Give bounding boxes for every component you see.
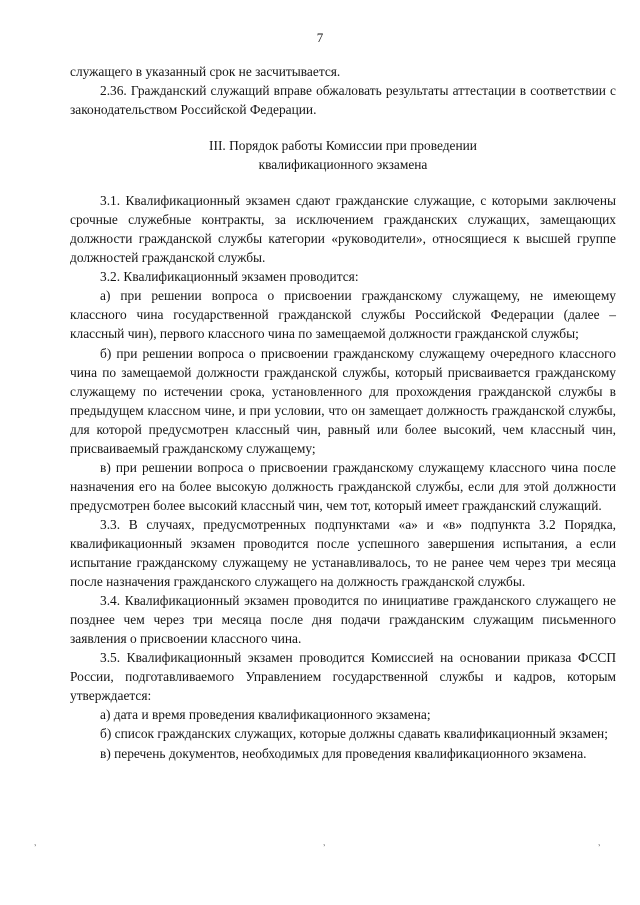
- paragraph-3-5-a: а) дата и время проведения квалификационного экзамена;: [100, 707, 431, 723]
- paragraph-3-2-a: а) при решении вопроса о присвоении гражданскому служащему, не имеющему классного чина государственной гражданской службы Российской Федерации (далее – классный чин), первого классного чина по замещаемой должности гражданской службы;: [70, 288, 616, 342]
- section-heading: [70, 136, 616, 174]
- page-number: 7: [316, 30, 324, 45]
- paragraph-3-2-v: в) при решении вопроса о присвоении гражданскому служащему классного чина после назначения его на более высокую должность гражданской службы, если для этой должности предусмотрен более высокий классный чин, чем тот, который имеет гражданский служащий.: [70, 459, 616, 513]
- scan-mark-right: ʾ: [597, 842, 603, 856]
- paragraph-3-5: 3.5. Квалификационный экзамен проводится Комиссией на основании приказа ФССП России, подготавливаемого Управлением государственной службы и кадров, которым утверждается:: [70, 650, 616, 704]
- paragraph-2-36: 2.36. Гражданский служащий вправе обжаловать результаты аттестации в соответствии с законодательством Российской Федерации.: [70, 83, 616, 118]
- section-title-line-1: III. Порядок работы Комиссии при проведении: [209, 138, 477, 154]
- document-body: [70, 62, 616, 763]
- paragraph-3-3: 3.3. В случаях, предусмотренных подпунктами «а» и «в» подпункта 3.2 Порядка, квалификационный экзамен проводится после успешного завершения испытания, а если испытание гражданскому служащему не устанавливалось, то не ранее чем через три месяца после назначения гражданского служащего на должность гражданской службы.: [70, 516, 616, 590]
- section-title-line-2: квалификационного экзамена: [258, 157, 428, 173]
- paragraph-3-4: 3.4. Квалификационный экзамен проводится по инициативе гражданского служащего не позднее чем через три месяца после дня подачи гражданским служащим письменного заявления о присвоении классного чина.: [70, 593, 616, 647]
- paragraph-3-2-b: б) при решении вопроса о присвоении гражданскому служащему очередного классного чина по замещаемой должности гражданской службы, который присваивается гражданскому служащему по истечении срока, установленного для прохождения гражданской службы в предыдущем классном чине, и при условии, что он замещает должность гражданской службы, для которой предусмотрен классный чин, равный или более высокий, чем классный чин, присваиваемый гражданскому служащему;: [70, 345, 616, 456]
- paragraph-3-5-v: в) перечень документов, необходимых для проведения квалификационного экзамена.: [100, 745, 587, 761]
- scan-mark-left: ʾ: [33, 842, 39, 856]
- scan-mark-center: ʾ: [322, 842, 328, 856]
- paragraph-continuation: служащего в указанный срок не засчитывается.: [70, 64, 341, 79]
- paragraph-3-5-b: б) список гражданских служащих, которые должны сдавать квалификационный экзамен;: [100, 726, 608, 742]
- paragraph-3-2: 3.2. Квалификационный экзамен проводится:: [100, 269, 359, 285]
- paragraph-3-1: 3.1. Квалификационный экзамен сдают гражданские служащие, с которыми заключены срочные служебные контракты, за исключением гражданских служащих, замещающих должности гражданской службы категории «руководители», относящиеся к высшей группе должностей гражданской службы.: [70, 193, 616, 266]
